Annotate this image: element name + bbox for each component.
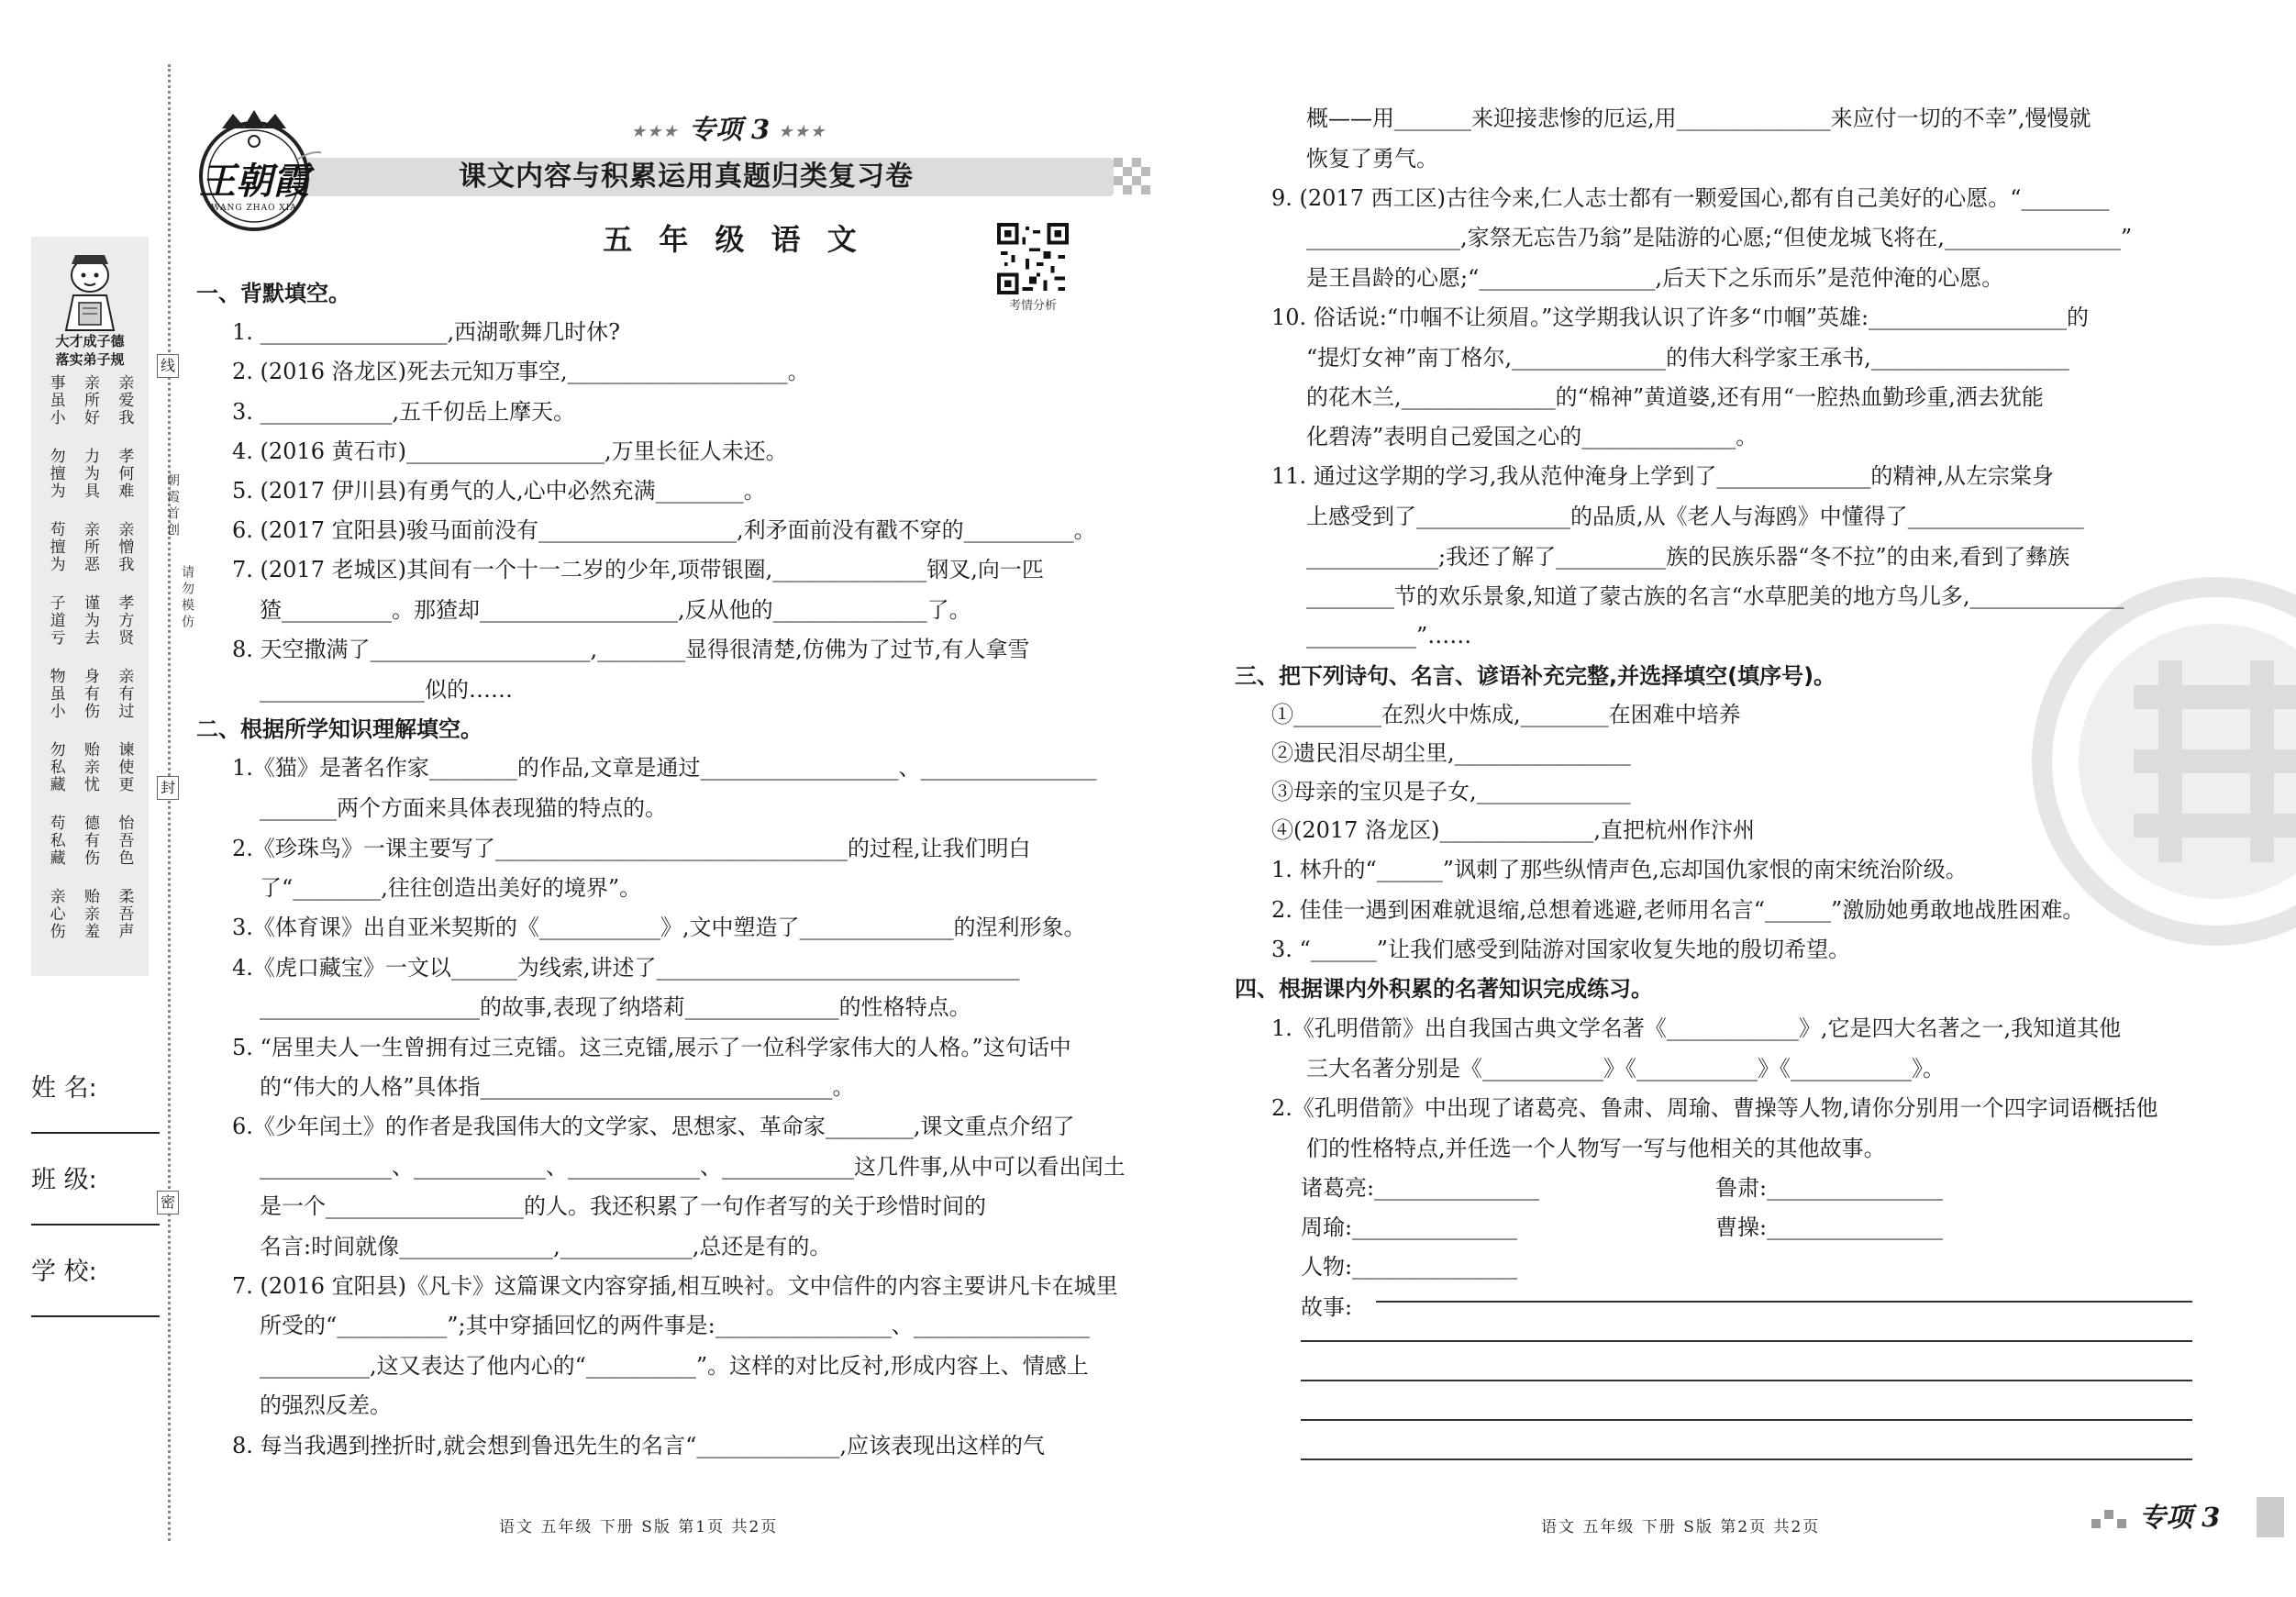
- verse-group: [39, 815, 141, 888]
- verse-group: [39, 374, 141, 448]
- question-line: 鲁肃:________________: [1715, 1175, 1944, 1201]
- question-line: 名言:时间就像______________,____________,总还是有的。: [260, 1234, 832, 1259]
- question-line: 是一个__________________的人。我还积累了一句作者写的关于珍惜时间的: [260, 1193, 986, 1219]
- subject-title: 五 年 级 语 文: [603, 222, 865, 257]
- question-line: ______________,家祭无忘告乃翁”是陆游的心愿;“但使龙城飞将在,________________”: [1306, 225, 2133, 250]
- story-line[interactable]: [1301, 1419, 2192, 1421]
- fold-mark-xian: 线: [157, 354, 179, 378]
- question-line: __________”……: [1306, 623, 1472, 649]
- fold-mark-feng: 封: [157, 776, 179, 800]
- verse-group: [39, 888, 141, 961]
- question-line: 1.《孔明借箭》出自我国古典文学名著《____________》,它是四大名著之一,我知道其他: [1271, 1015, 2122, 1041]
- child-scholar-icon: [51, 248, 128, 332]
- question-line: 了“________,往往创造出美好的境界”。: [260, 875, 642, 901]
- question-line: 3. ____________,五千仞岳上摩天。: [232, 399, 576, 425]
- verse-column: 贻亲忧: [80, 741, 99, 793]
- fold-note-2: 请勿模仿: [180, 565, 194, 631]
- verse-grid: [39, 374, 141, 961]
- question-line: 7. (2017 老城区)其间有一个十一二岁的少年,项带银圈,______________钢叉,向一匹: [232, 557, 1044, 582]
- question-line: 周瑜:_______________: [1301, 1214, 1518, 1240]
- fold-mark-mi: 密: [157, 1191, 179, 1214]
- motto-line: 大才成子德: [55, 333, 125, 349]
- class-label: 班 级:: [31, 1165, 97, 1194]
- logo-subtext: WANG ZHAO XIA: [211, 204, 297, 213]
- question-line: 故事:: [1301, 1294, 1353, 1320]
- story-line[interactable]: [1301, 1340, 2192, 1342]
- question-line: 5. (2017 伊川县)有勇气的人,心中必然充满________。: [232, 478, 766, 504]
- question-line: 是王昌龄的心愿;“________________,后天下之乐而乐”是范仲淹的心愿。: [1306, 265, 2004, 291]
- question-line: “提灯女神”南丁格尔,______________的伟大科学家王承书,__________________: [1306, 345, 2069, 371]
- question-line: 3. “______”让我们感受到陆游对国家收复失地的殷切希望。: [1271, 937, 1851, 962]
- series-label: [624, 109, 835, 147]
- question-line: 4. (2016 黄石市)__________________,万里长征人未还。: [232, 438, 788, 464]
- question-line: ④(2017 洛龙区)______________,直把杭州作汴州: [1271, 817, 1756, 843]
- motto: [31, 332, 149, 369]
- star-icon: ★★★: [779, 122, 827, 140]
- verse-column: 事虽小: [46, 374, 65, 427]
- question-line: 10. 俗话说:“巾帼不让须眉。”这学期我认识了许多“巾帼”英雄:__________________的: [1271, 305, 2090, 330]
- story-line[interactable]: [1301, 1458, 2192, 1460]
- question-line: 化碧涛”表明自己爱国之心的______________。: [1306, 424, 1758, 449]
- verse-column: 亲憎我: [115, 521, 134, 573]
- footer-left: 语文 五年级 下册 S版 第1页 共2页: [499, 1518, 779, 1536]
- question-line: ____________、____________、____________、____________这几件事,从中可以看出闰土: [260, 1154, 1126, 1180]
- question-line: 恢复了勇气。: [1306, 146, 1438, 172]
- question-line: 猹__________。那猹却__________________,反从他的______________了。: [260, 597, 971, 623]
- logo-text: 王朝霞: [199, 160, 309, 203]
- question-line: ③母亲的宝贝是子女,______________: [1271, 779, 1631, 804]
- question-line: ________节的欢乐景象,知道了蒙古族的名言“水草肥美的地方鸟儿多,______________: [1306, 583, 2124, 609]
- question-line: 2. 佳佳一遇到困难就退缩,总想着逃避,老师用名言“______”激励她勇敢地战胜困难。: [1271, 897, 2085, 923]
- section-heading: 三、把下列诗句、名言、谚语补充完整,并选择填空(填序号)。: [1235, 663, 1836, 689]
- question-line: 8. 每当我遇到挫折时,就会想到鲁迅先生的名言“_____________,应该表现出这样的气: [232, 1433, 1046, 1458]
- verse-group: [39, 448, 141, 521]
- verse-group: [39, 741, 141, 815]
- story-line[interactable]: [1301, 1380, 2192, 1381]
- question-line: ②遗民泪尽胡尘里,________________: [1271, 740, 1631, 766]
- name-field[interactable]: [31, 1101, 160, 1134]
- question-line: 诸葛亮:_______________: [1301, 1175, 1540, 1201]
- verse-column: 德有伤: [80, 815, 99, 867]
- verse-column: 孝何难: [115, 448, 134, 500]
- verse-column: 亲所恶: [80, 521, 99, 573]
- side-strip: [31, 237, 149, 976]
- question-line: 所受的“__________”;其中穿插回忆的两件事是:________________、________________: [260, 1313, 1090, 1338]
- question-line: 人物:_______________: [1301, 1254, 1518, 1280]
- verse-column: 身有伤: [80, 668, 99, 720]
- verse-group: [39, 521, 141, 594]
- section-heading: 一、背默填空。: [196, 281, 350, 306]
- qr-code-icon[interactable]: [996, 223, 1070, 294]
- verse-column: 柔吾声: [115, 888, 134, 940]
- question-line: 2.《孔明借箭》中出现了诸葛亮、鲁肃、周瑜、曹操等人物,请你分别用一个四字词语概括他: [1271, 1095, 2158, 1121]
- verse-column: 子道亏: [46, 594, 65, 647]
- question-line: 1. _________________,西湖歌舞几时休?: [232, 319, 621, 345]
- verse-column: 谨为去: [80, 594, 99, 647]
- series-text: 专项 3: [688, 114, 771, 145]
- question-line: 2. (2016 洛龙区)死去元知万事空,____________________。: [232, 359, 810, 384]
- question-line: __________,这又表达了他内心的“__________”。这样的对比反衬,形成内容上、情感上: [260, 1353, 1089, 1379]
- class-field[interactable]: [31, 1192, 160, 1225]
- question-line: 11. 通过这学期的学习,我从范仲淹身上学到了______________的精神,从左宗棠身: [1271, 463, 2055, 489]
- verse-column: 物虽小: [46, 668, 65, 720]
- question-line: 的花木兰,______________的“棉神”黄道婆,还有用“一腔热血勤珍重,洒去犹能: [1306, 384, 2044, 410]
- question-line: 8. 天空撒满了____________________,________显得很清楚,仿佛为了过节,有人拿雪: [232, 637, 1030, 662]
- question-line: 三大名著分别是《___________》《___________》《___________》。: [1306, 1056, 1945, 1081]
- school-field[interactable]: [31, 1284, 160, 1317]
- question-line: 5. “居里夫人一生曾拥有过三克镭。这三克镭,展示了一位科学家伟大的人格。”这句话中: [232, 1035, 1071, 1060]
- question-line: 1.《猫》是著名作家________的作品,文章是通过__________________、________________: [232, 755, 1097, 781]
- question-line: 6. (2017 宜阳县)骏马面前没有__________________,利矛面前没有戳不穿的__________。: [232, 517, 1096, 543]
- question-line: ____________________的故事,表现了纳塔莉______________的性格特点。: [260, 994, 971, 1020]
- question-line: 上感受到了______________的品质,从《老人与海鸥》中懂得了________________: [1306, 504, 2084, 529]
- star-icon: ★★★: [631, 122, 680, 140]
- question-line: 2.《珍珠鸟》一课主要写了________________________________的过程,让我们明白: [232, 836, 1031, 861]
- page-title: 课文内容与积累运用真题归类复习卷: [459, 161, 914, 193]
- question-line: 9. (2017 西工区)古往今来,仁人志士都有一颗爱国心,都有自己美好的心愿。“________: [1271, 185, 2110, 211]
- qr-caption: 考情分析: [1008, 299, 1057, 313]
- story-line[interactable]: [1376, 1301, 2192, 1303]
- verse-column: 亲有过: [115, 668, 134, 720]
- series-tab: 专项 3: [2139, 1502, 2221, 1533]
- verse-column: 勿擅为: [46, 448, 65, 500]
- verse-column: 亲心伤: [46, 888, 65, 940]
- footer-right: 语文 五年级 下册 S版 第2页 共2页: [1541, 1518, 1821, 1536]
- section-heading: 二、根据所学知识理解填空。: [196, 716, 482, 742]
- verse-column: 怡吾色: [115, 815, 134, 867]
- question-line: 曹操:________________: [1715, 1214, 1944, 1240]
- school-label: 学 校:: [31, 1257, 97, 1286]
- fold-note-1: 朝霞首创: [165, 473, 180, 539]
- question-line: 7. (2016 宜阳县)《凡卡》这篇课文内容穿插,相互映衬。文中信件的内容主要讲凡卡在城里: [232, 1273, 1118, 1299]
- question-line: 概——用_______来迎接悲惨的厄运,用______________来应付一切的不幸”,慢慢就: [1306, 105, 2091, 131]
- question-line: 的强烈反差。: [260, 1392, 392, 1418]
- verse-group: [39, 668, 141, 741]
- question-line: 1. 林升的“______”讽刺了那些纵情声色,忘却国仇家恨的南宋统治阶级。: [1271, 857, 1968, 882]
- question-line: 的“伟大的人格”具体指________________________________。: [260, 1074, 855, 1100]
- verse-column: 勿私藏: [46, 741, 65, 793]
- question-line: 6.《少年闰土》的作者是我国伟大的文学家、思想家、革命家________,课文重点介绍了: [232, 1114, 1075, 1139]
- fold-line: [168, 64, 171, 1541]
- question-line: _______________似的……: [260, 677, 513, 703]
- question-line: 3.《体育课》出自亚米契斯的《___________》,文中塑造了______________的涅利形象。: [232, 915, 1086, 940]
- motto-line: 落实弟子规: [55, 351, 125, 368]
- question-line: 4.《虎口藏宝》一文以______为线索,讲述了_________________________________: [232, 955, 1020, 981]
- name-label: 姓 名:: [31, 1073, 97, 1103]
- question-line: ____________;我还了解了__________族的民族乐器“冬不拉”的由来,看到了彝族: [1306, 544, 2070, 570]
- verse-column: 谏使更: [115, 741, 134, 793]
- section-heading: 四、根据课内外积累的名著知识完成练习。: [1235, 976, 1653, 1002]
- verse-column: 苟擅为: [46, 521, 65, 573]
- verse-column: 苟私藏: [46, 815, 65, 867]
- verse-column: 亲所好: [80, 374, 99, 427]
- question-line: ①________在烈火中炼成,________在困难中培养: [1271, 702, 1741, 727]
- verse-group: [39, 594, 141, 668]
- question-line: _______两个方面来具体表现猫的特点的。: [260, 795, 667, 821]
- question-line: 们的性格特点,并任选一个人物写一写与他相关的其他故事。: [1306, 1136, 1886, 1161]
- verse-column: 孝方贤: [115, 594, 134, 647]
- verse-column: 贻亲羞: [80, 888, 99, 940]
- checker-deco-icon: [1114, 158, 1152, 196]
- verse-column: 力为具: [80, 448, 99, 500]
- verse-column: 亲爱我: [115, 374, 134, 427]
- student-info: [31, 1070, 160, 1345]
